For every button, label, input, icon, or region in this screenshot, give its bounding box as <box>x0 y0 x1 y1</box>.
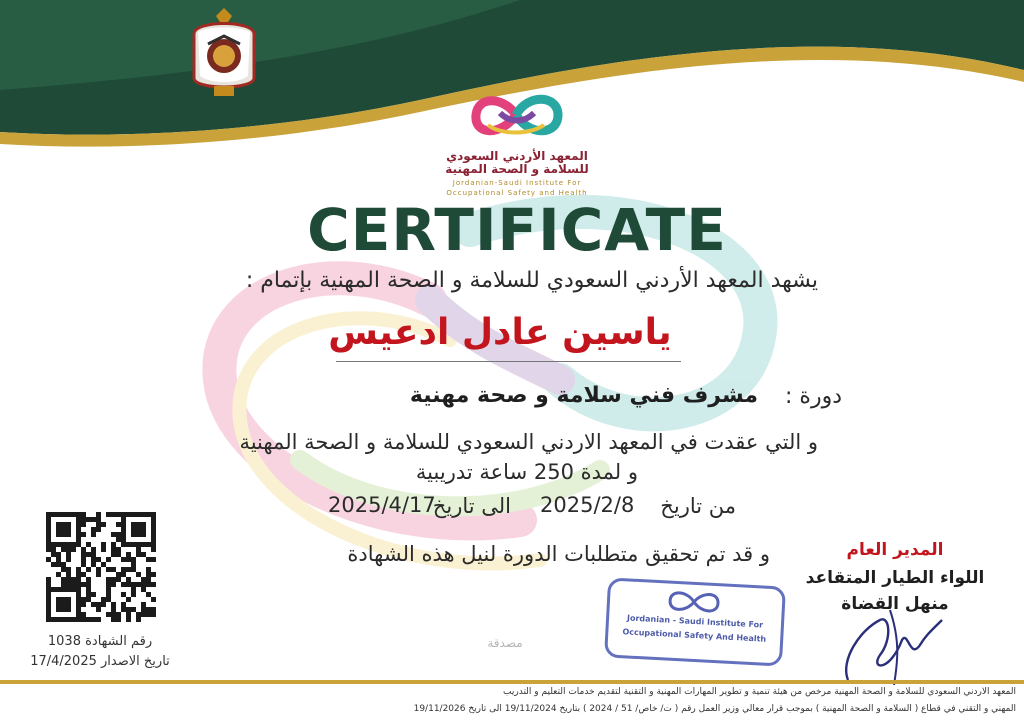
requirements-text: و قد تم تحقيق متطلبات الدورة لنيل هذه الشهادة <box>347 542 770 566</box>
qr-module <box>101 522 106 527</box>
qr-module <box>96 572 101 577</box>
qr-module <box>116 617 121 622</box>
footer-license-line1: المعهد الاردني السعودي للسلامة و الصحة المهنية مرخص من هيئة تنمية و تطوير المهارات المهنية و التقنية لتقديم خدمات التعليم و التدريب <box>503 687 1016 697</box>
footer-license-line2: المهني و التقني في قطاع ( السلامة و الصحة المهنية ) بموجب قرار معالي وزير العمل رقم ( ت/ خاص/ 51 / 2024 ) بتاريخ 19/11/2024 الى تاريخ 19/11/2026 <box>413 704 1016 714</box>
course-name: مشرف فني سلامة و صحة مهنية <box>409 383 758 408</box>
to-date: 2025/4/17 <box>328 493 436 517</box>
qr-module <box>151 612 156 617</box>
qr-module <box>71 547 76 552</box>
verification-qr-code[interactable] <box>46 512 156 622</box>
qr-module <box>96 527 101 532</box>
qr-module <box>131 592 136 597</box>
qr-module <box>151 572 156 577</box>
qr-module <box>86 567 91 572</box>
institute-stamp <box>604 577 786 666</box>
qr-module <box>66 532 71 537</box>
qr-module <box>141 532 146 537</box>
course-duration-text: و لمدة 250 ساعة تدريبية <box>415 460 638 484</box>
name-underline <box>336 361 681 362</box>
qr-module <box>101 547 106 552</box>
qr-module <box>66 607 71 612</box>
stamp-logo-icon <box>665 587 722 616</box>
qr-module <box>151 557 156 562</box>
to-date-label: الى تاريخ <box>432 494 511 518</box>
qr-module <box>151 582 156 587</box>
intro-text: يشهد المعهد الأردني السعودي للسلامة و الصحة المهنية بإتمام : <box>245 268 818 293</box>
qr-module <box>81 602 86 607</box>
certificate-title: CERTIFICATE <box>307 196 727 264</box>
institute-english-name-line2: Occupational Safety and Health <box>446 189 588 197</box>
course-label: دورة : <box>785 384 842 409</box>
qr-module <box>81 532 86 537</box>
institute-english-name-line1: Jordanian-Saudi Institute For <box>452 179 582 187</box>
institute-arabic-name-line1: المعهد الأردني السعودي <box>446 149 588 163</box>
course-venue-text: و التي عقدت في المعهد الاردني السعودي للسلامة و الصحة المهنية <box>239 430 818 454</box>
qr-module <box>81 522 86 527</box>
institute-arabic-name-line2: للسلامة و الصحة المهنية <box>445 162 589 176</box>
qr-module <box>66 557 71 562</box>
coat-of-arms-emblem <box>188 6 260 102</box>
qr-module <box>151 597 156 602</box>
qr-module <box>91 532 96 537</box>
director-signature <box>830 600 960 690</box>
recipient-name: ياسين عادل ادعيس <box>328 312 672 353</box>
qr-module <box>106 557 111 562</box>
qr-module <box>126 597 131 602</box>
institute-logo-icon <box>470 85 564 145</box>
qr-module <box>91 592 96 597</box>
qr-module <box>96 607 101 612</box>
certificate-number: رقم الشهادة 1038 <box>47 634 153 649</box>
certified-label: مصدقة <box>487 636 523 650</box>
director-name: منهل القضاة <box>841 594 949 614</box>
qr-module <box>126 617 131 622</box>
issue-date: تاريخ الاصدار 17/4/2025 <box>30 654 170 669</box>
stamp-text-line2: Occupational Safety And Health <box>622 627 767 644</box>
director-role: المدير العام <box>846 540 944 560</box>
from-date-label: من تاريخ <box>660 494 736 518</box>
from-date: 2025/2/8 <box>540 493 635 517</box>
qr-module <box>151 547 156 552</box>
qr-module <box>96 617 101 622</box>
qr-module <box>136 617 141 622</box>
qr-module <box>101 602 106 607</box>
stamp-text-line1: Jordanian - Saudi Institute For <box>626 613 764 630</box>
qr-module <box>111 582 116 587</box>
director-rank: اللواء الطيار المتقاعد <box>805 568 985 588</box>
